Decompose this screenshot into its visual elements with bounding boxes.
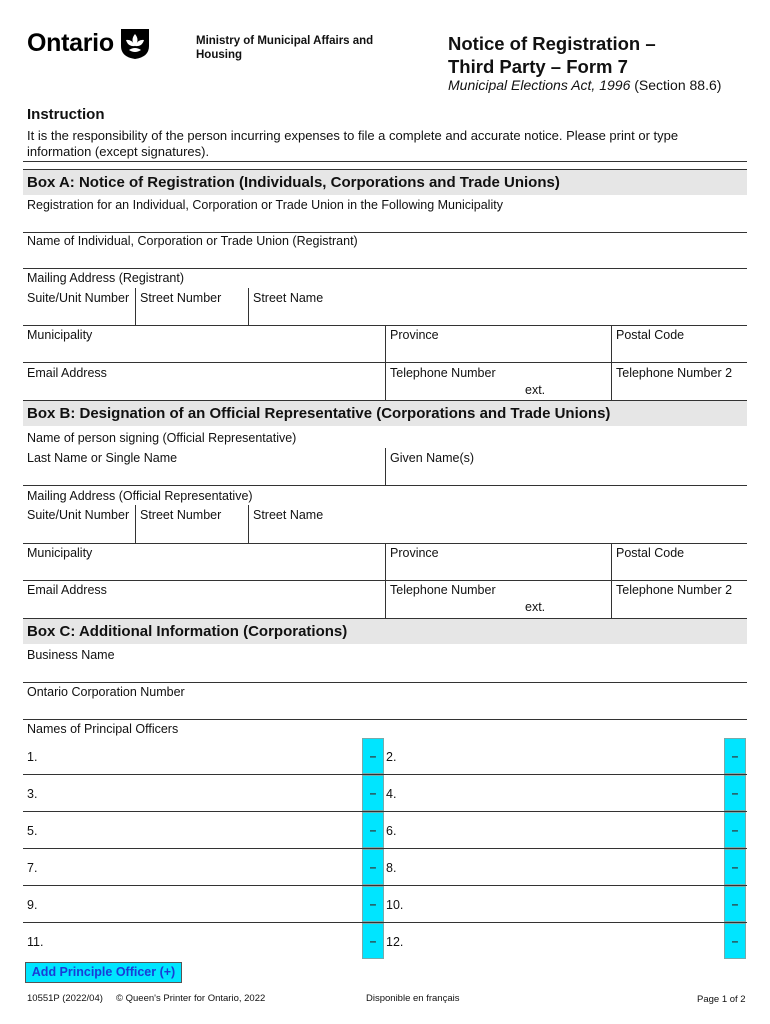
rep-suite-label: Suite/Unit Number xyxy=(27,508,130,522)
registrant-municipality-label: Municipality xyxy=(27,328,93,342)
rep-postal-field[interactable] xyxy=(612,561,747,579)
officer-name-field[interactable] xyxy=(43,857,361,881)
officer-number-label: 6. xyxy=(386,824,397,838)
registrant-postal-field[interactable] xyxy=(612,343,747,361)
registrant-ext-label: ext. xyxy=(525,383,546,397)
officer-number-label: 3. xyxy=(27,787,38,801)
brand-wordmark: Ontario xyxy=(27,28,114,57)
instruction-text: It is the responsibility of the person incurring expenses to file a complete and accurate notice. Please print or type information (except signatures). xyxy=(27,128,679,159)
remove-officer-button[interactable]: – xyxy=(362,849,384,885)
divider xyxy=(23,362,747,363)
remove-officer-button[interactable]: – xyxy=(362,923,384,959)
form-title xyxy=(448,32,748,78)
form-number: 10551P (2022/04) xyxy=(27,993,103,1004)
remove-officer-button[interactable]: – xyxy=(724,923,746,959)
registrant-mailing-label: Mailing Address (Registrant) xyxy=(27,271,185,285)
divider xyxy=(23,268,747,269)
rep-given-field[interactable] xyxy=(386,466,747,484)
officer-name-field[interactable] xyxy=(388,783,724,807)
officers-label: Names of Principal Officers xyxy=(27,722,179,736)
divider xyxy=(23,232,747,233)
rep-email-label: Email Address xyxy=(27,583,107,597)
registrant-phone2-field[interactable] xyxy=(612,381,747,399)
officer-name-field[interactable] xyxy=(388,857,724,881)
divider xyxy=(23,485,747,486)
registrant-suite-label: Suite/Unit Number xyxy=(27,291,130,305)
registrant-province-field[interactable] xyxy=(386,343,611,361)
rep-given-label: Given Name(s) xyxy=(390,451,475,465)
officer-number-label: 5. xyxy=(27,824,38,838)
rep-email-field[interactable] xyxy=(23,598,385,616)
trillium-icon xyxy=(118,26,152,60)
officer-number-label: 11. xyxy=(27,935,44,949)
officer-name-field[interactable] xyxy=(43,746,361,770)
rep-province-field[interactable] xyxy=(386,561,611,579)
corp-number-label: Ontario Corporation Number xyxy=(27,685,185,699)
rep-signing-label: Name of person signing (Official Representative) xyxy=(27,431,297,445)
registrant-street-number-label: Street Number xyxy=(140,291,222,305)
rep-street-name-field[interactable] xyxy=(249,524,747,542)
act-name: Municipal Elections Act, 1996 xyxy=(448,77,631,93)
registrant-email-field[interactable] xyxy=(23,381,385,399)
business-name-field[interactable] xyxy=(23,663,747,681)
officer-number-label: 7. xyxy=(27,861,38,875)
registrant-province-label: Province xyxy=(390,328,439,342)
remove-officer-button[interactable]: – xyxy=(362,812,384,848)
remove-officer-button[interactable]: – xyxy=(724,886,746,922)
rep-street-number-field[interactable] xyxy=(136,524,248,542)
divider xyxy=(23,885,747,886)
rep-phone2-label: Telephone Number 2 xyxy=(616,583,733,597)
divider xyxy=(23,774,747,775)
registrant-postal-label: Postal Code xyxy=(616,328,685,342)
registrant-phone-field[interactable] xyxy=(386,381,521,399)
divider xyxy=(23,848,747,849)
registrant-street-name-label: Street Name xyxy=(253,291,324,305)
divider xyxy=(23,580,747,581)
registrant-municipality-field[interactable] xyxy=(23,343,385,361)
rep-ext-label: ext. xyxy=(525,600,546,614)
registrant-name-label: Name of Individual, Corporation or Trade Union (Registrant) xyxy=(27,234,358,248)
remove-officer-button[interactable]: – xyxy=(724,812,746,848)
registrant-phone-label: Telephone Number xyxy=(390,366,496,380)
remove-officer-button[interactable]: – xyxy=(362,738,384,774)
ministry-name: Ministry of Municipal Affairs and Housing xyxy=(196,35,374,61)
registrant-ext-field[interactable] xyxy=(546,381,610,399)
copyright: © Queen's Printer for Ontario, 2022 xyxy=(116,993,266,1004)
officer-name-field[interactable] xyxy=(43,931,361,955)
box-c-header: Box C: Additional Information (Corporations) xyxy=(23,618,747,644)
french-availability: Disponible en français xyxy=(366,993,460,1004)
officer-number-label: 10. xyxy=(386,898,404,912)
page-number: Page 1 of 2 xyxy=(697,994,746,1005)
remove-officer-button[interactable]: – xyxy=(362,886,384,922)
rep-suite-field[interactable] xyxy=(23,524,135,542)
registrant-suite-field[interactable] xyxy=(23,306,135,324)
remove-officer-button[interactable]: – xyxy=(724,775,746,811)
officer-number-label: 1. xyxy=(27,750,38,764)
registrant-street-name-field[interactable] xyxy=(249,306,747,324)
officer-name-field[interactable] xyxy=(43,894,361,918)
form-title-line1: Notice of Registration – xyxy=(448,33,656,54)
officer-number-label: 2. xyxy=(386,750,397,764)
officer-number-label: 8. xyxy=(386,861,397,875)
remove-officer-button[interactable]: – xyxy=(724,849,746,885)
divider xyxy=(23,682,747,683)
registrant-street-number-field[interactable] xyxy=(136,306,248,324)
officer-name-field[interactable] xyxy=(388,820,724,844)
officer-name-field[interactable] xyxy=(388,931,724,955)
box-a-municipality-field[interactable] xyxy=(23,212,747,232)
divider xyxy=(23,922,747,923)
officer-name-field[interactable] xyxy=(43,820,361,844)
rep-municipality-field[interactable] xyxy=(23,561,385,579)
officer-name-field[interactable] xyxy=(388,894,724,918)
box-a-header: Box A: Notice of Registration (Individuals, Corporations and Trade Unions) xyxy=(23,169,747,195)
act-section: (Section 88.6) xyxy=(630,77,722,93)
box-a-municipality-label: Registration for an Individual, Corporation or Trade Union in the Following Municipality xyxy=(27,198,503,212)
remove-officer-button[interactable]: – xyxy=(724,738,746,774)
rep-ext-field[interactable] xyxy=(546,598,610,616)
divider xyxy=(23,161,747,162)
divider xyxy=(23,719,747,720)
officer-number-label: 9. xyxy=(27,898,38,912)
registrant-phone2-label: Telephone Number 2 xyxy=(616,366,733,380)
rep-street-name-label: Street Name xyxy=(253,508,324,522)
business-name-label: Business Name xyxy=(27,648,115,662)
officer-name-field[interactable] xyxy=(43,783,361,807)
rep-last-name-field[interactable] xyxy=(23,466,385,484)
rep-phone2-field[interactable] xyxy=(612,598,747,616)
rep-postal-label: Postal Code xyxy=(616,546,685,560)
rep-province-label: Province xyxy=(390,546,439,560)
act-reference xyxy=(448,77,721,93)
officer-number-label: 4. xyxy=(386,787,397,801)
box-b-header: Box B: Designation of an Official Representative (Corporations and Trade Unions) xyxy=(23,400,747,426)
remove-officer-button[interactable]: – xyxy=(362,775,384,811)
corp-number-field[interactable] xyxy=(23,700,747,718)
rep-last-name-label: Last Name or Single Name xyxy=(27,451,178,465)
rep-phone-label: Telephone Number xyxy=(390,583,496,597)
officer-number-label: 12. xyxy=(386,935,404,949)
rep-mailing-label: Mailing Address (Official Representative) xyxy=(27,489,253,503)
officer-name-field[interactable] xyxy=(388,746,724,770)
ontario-logo xyxy=(27,26,152,60)
divider xyxy=(23,811,747,812)
rep-municipality-label: Municipality xyxy=(27,546,93,560)
add-officer-button[interactable]: Add Principle Officer (+) xyxy=(25,962,182,983)
instruction-heading: Instruction xyxy=(27,106,105,123)
form-title-line2: Third Party – Form 7 xyxy=(448,56,628,77)
registrant-email-label: Email Address xyxy=(27,366,107,380)
registrant-name-field[interactable] xyxy=(23,250,747,268)
rep-phone-field[interactable] xyxy=(386,598,521,616)
rep-street-number-label: Street Number xyxy=(140,508,222,522)
